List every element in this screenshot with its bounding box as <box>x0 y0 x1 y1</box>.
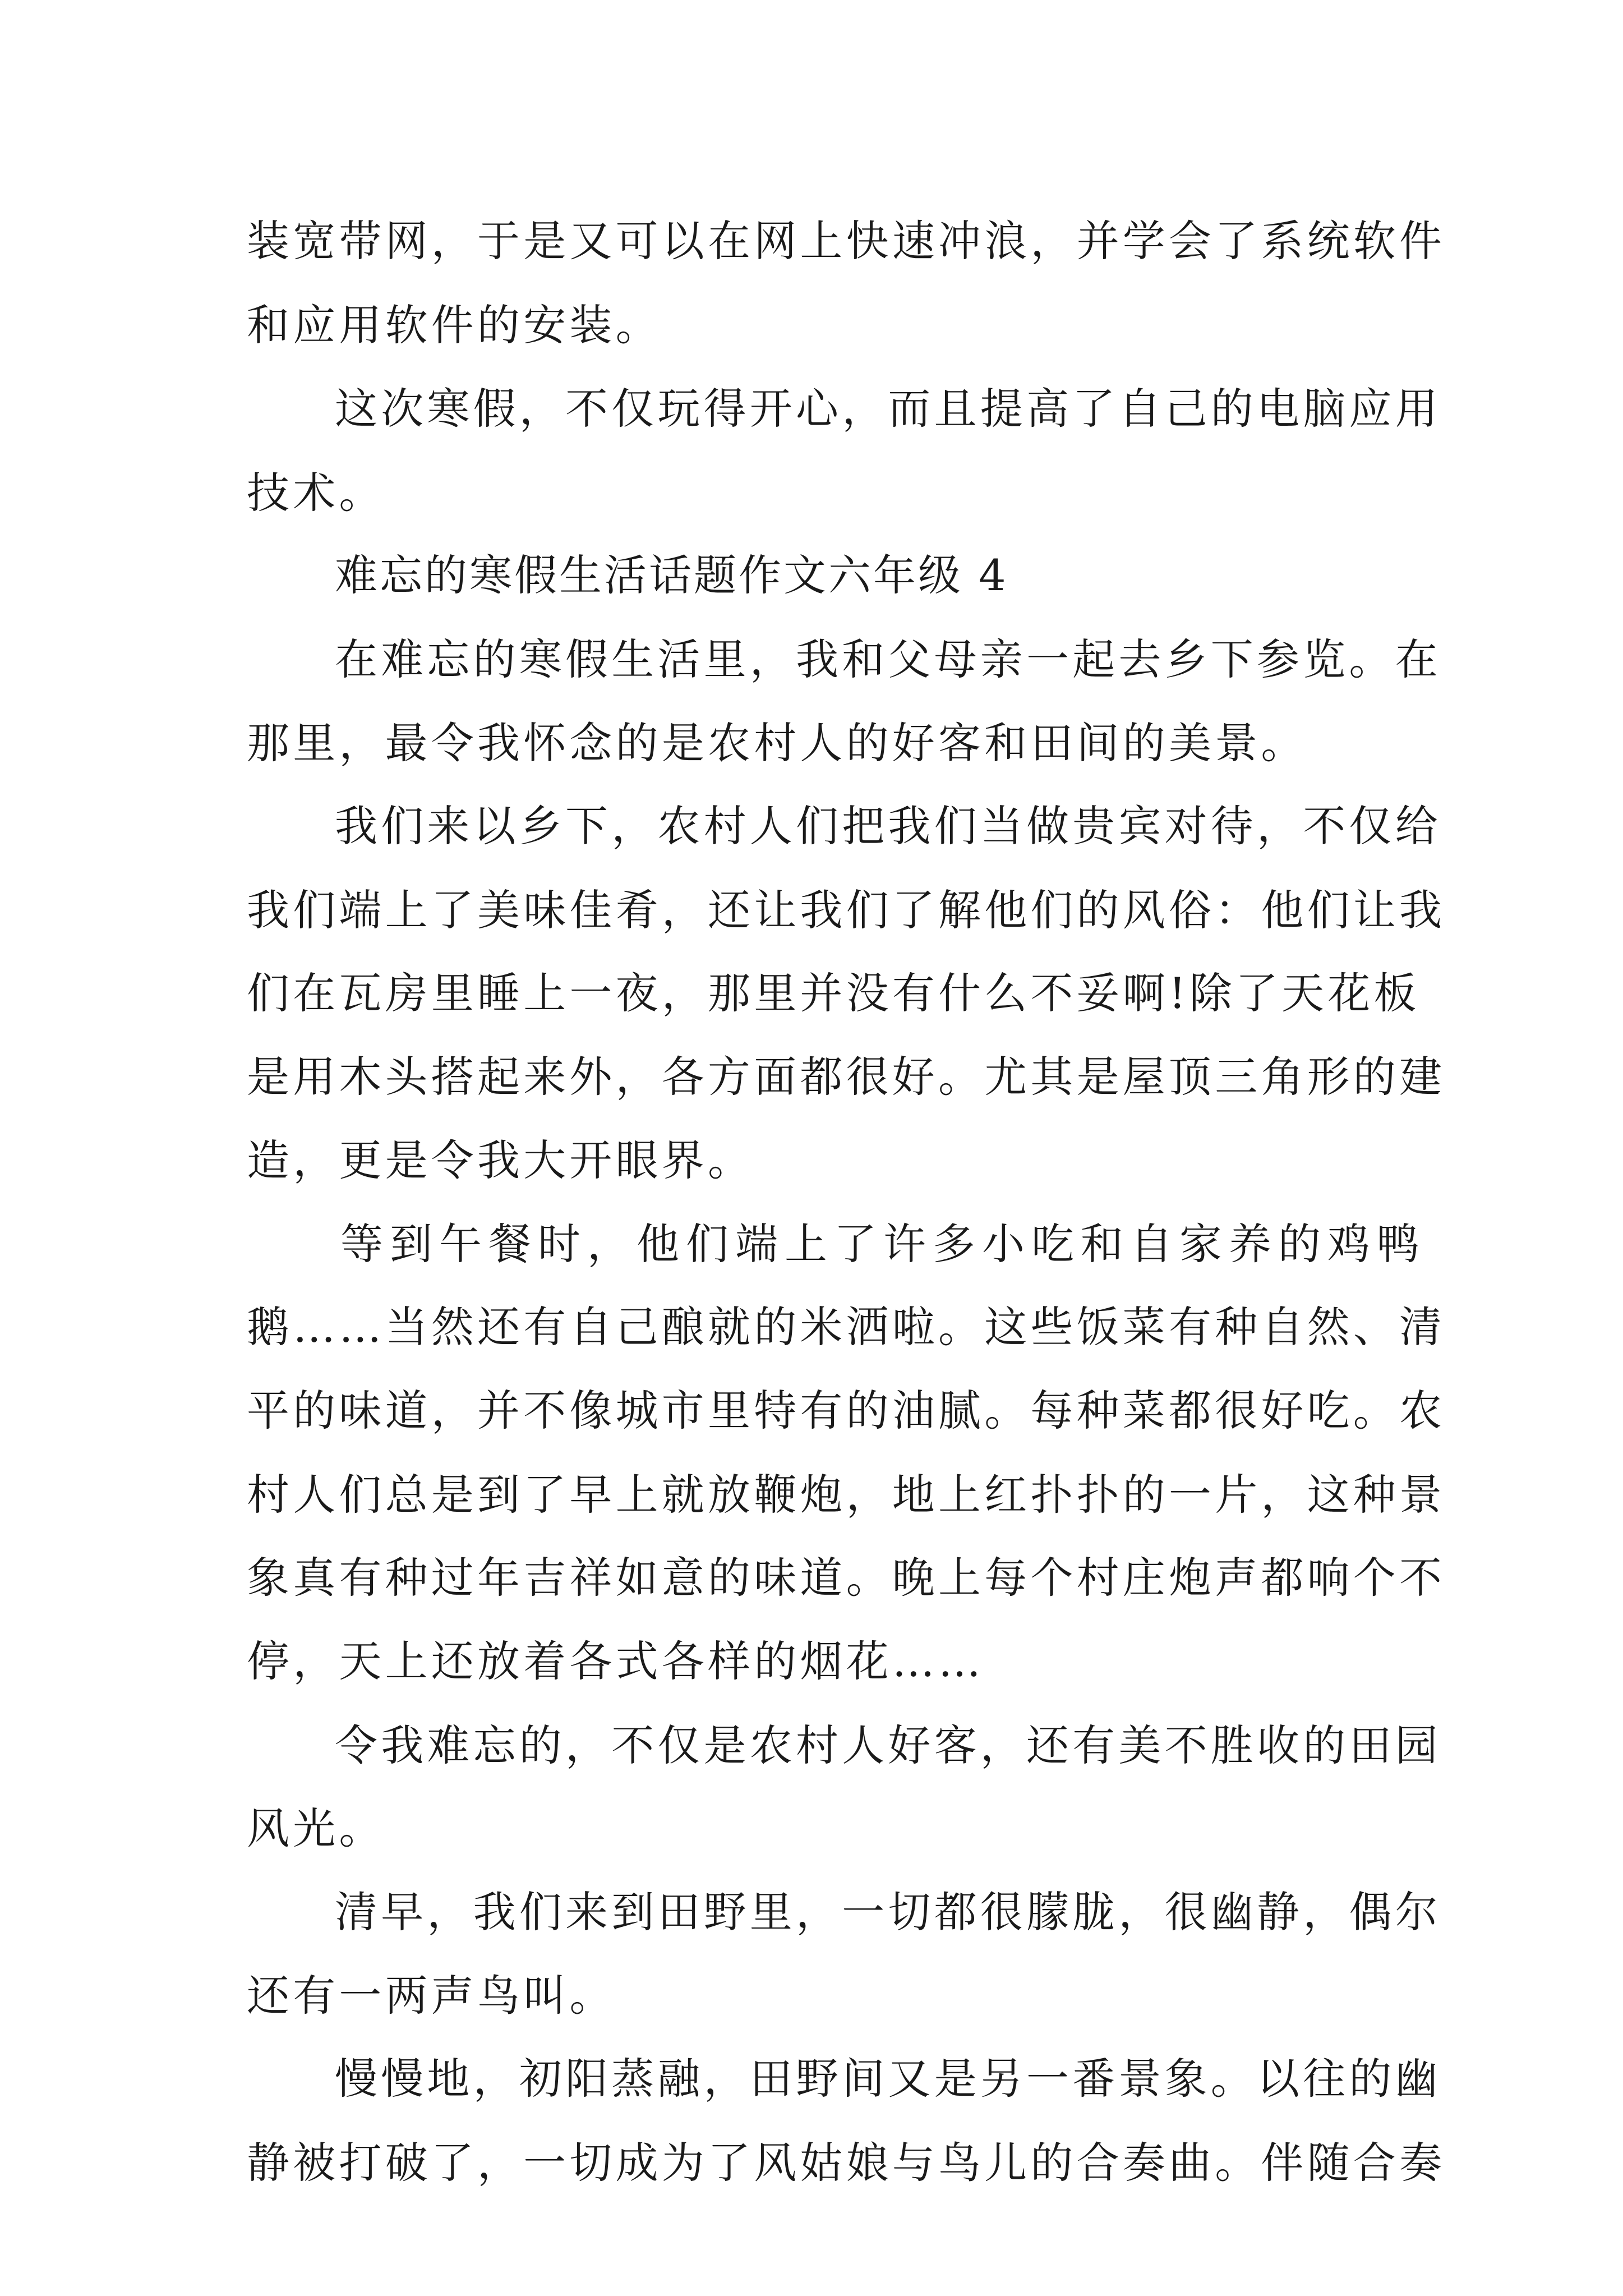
text-line: 我们来以乡下，农村人们把我们当做贵宾对待，不仅给 <box>335 801 1441 851</box>
text-line: 静被打破了，一切成为了风姑娘与鸟儿的合奏曲。伴随合奏 <box>247 2138 1446 2188</box>
text-line: 那里，最令我怀念的是农村人的好客和田间的美景。 <box>247 718 1307 768</box>
text-line: 等到午餐时，他们端上了许多小吃和自家养的鸡鸭 <box>340 1219 1426 1269</box>
text-line: 停，天上还放着各式各样的烟花…… <box>247 1636 985 1686</box>
text-line: 造，更是令我大开眼界。 <box>247 1135 754 1185</box>
section-heading: 难忘的寒假生活话题作文六年级 4 <box>335 550 1008 600</box>
text-line: 是用木头搭起来外，各方面都很好。尤其是屋顶三角形的建 <box>247 1052 1446 1102</box>
text-line: 平的味道，并不像城市里特有的油腻。每种菜都很好吃。农 <box>247 1386 1446 1435</box>
text-line: 在难忘的寒假生活里，我和父母亲一起去乡下参览。在 <box>335 634 1441 684</box>
text-line: 和应用软件的安装。 <box>247 300 662 350</box>
text-line: 象真有种过年吉祥如意的味道。晚上每个村庄炮声都响个不 <box>247 1553 1446 1603</box>
text-line: 还有一两声鸟叫。 <box>247 1971 616 2021</box>
text-line: 技术。 <box>247 468 385 518</box>
text-line: 村人们总是到了早上就放鞭炮，地上红扑扑的一片，这种景 <box>247 1470 1446 1520</box>
text-line: 装宽带网，于是又可以在网上快速冲浪，并学会了系统软件 <box>247 216 1446 266</box>
text-line: 们在瓦房里睡上一夜，那里并没有什么不妥啊!除了天花板 <box>247 968 1420 1018</box>
text-line: 慢慢地，初阳蒸融，田野间又是另一番景象。以往的幽 <box>335 2054 1441 2104</box>
text-line: 这次寒假，不仅玩得开心，而且提高了自己的电脑应用 <box>335 384 1441 434</box>
text-line: 我们端上了美味佳肴，还让我们了解他们的风俗：他们让我 <box>247 885 1446 935</box>
text-line: 风光。 <box>247 1803 385 1853</box>
text-line: 鹅……当然还有自己酿就的米洒啦。这些饭菜有种自然、清 <box>247 1302 1446 1352</box>
text-line: 清早，我们来到田野里，一切都很朦胧，很幽静，偶尔 <box>335 1887 1441 1937</box>
text-line: 令我难忘的，不仅是农村人好客，还有美不胜收的田园 <box>335 1720 1441 1770</box>
